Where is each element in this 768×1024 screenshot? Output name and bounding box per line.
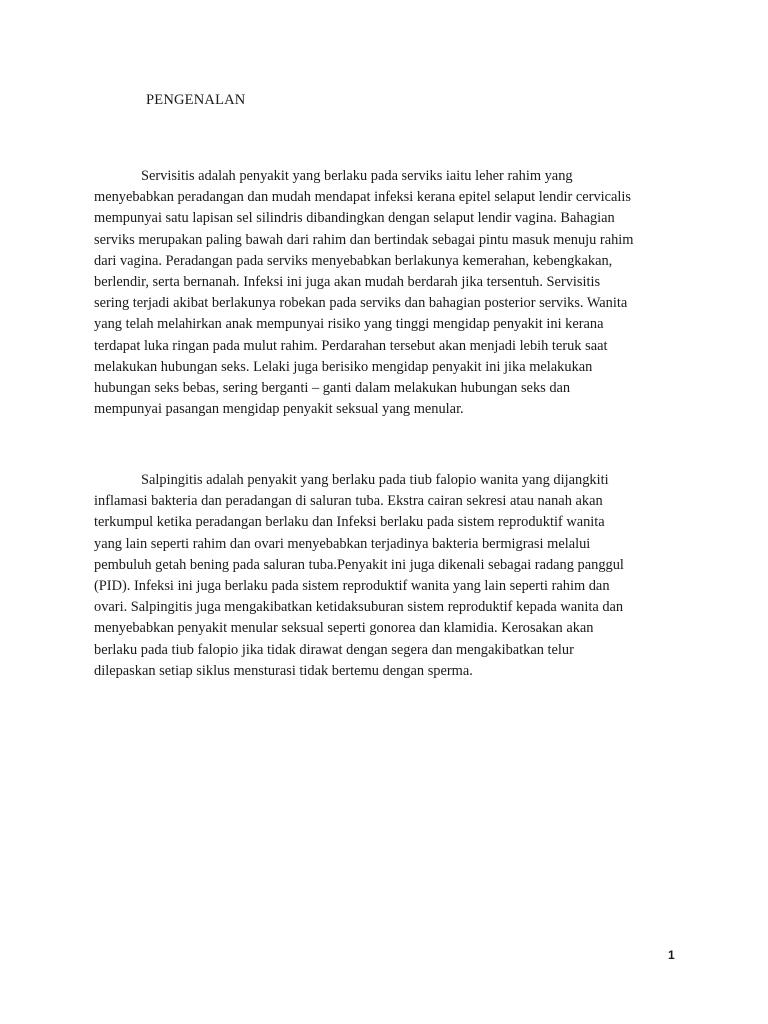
section-heading: PENGENALAN xyxy=(146,92,246,108)
paragraph-line: hubungan seks bebas, sering berganti – ganti dalam melakukan hubungan seks dan xyxy=(94,380,571,397)
paragraph-line: ovari. Salpingitis juga mengakibatkan ketidaksuburan sistem reproduktif kepada wanita dan xyxy=(94,599,624,616)
paragraph-salpingitis xyxy=(94,470,678,682)
paragraph-servisitis xyxy=(94,166,678,420)
paragraph-line: inflamasi bakteria dan peradangan di saluran tuba. Ekstra cairan sekresi atau nanah akan xyxy=(94,493,603,510)
paragraph-line: menyebabkan peradangan dan mudah mendapat infeksi kerana epitel selaput lendir cervicalis xyxy=(94,189,632,206)
paragraph-line: Salpingitis adalah penyakit yang berlaku pada tiub falopio wanita yang dijangkiti xyxy=(141,472,609,488)
paragraph-line: dari vagina. Peradangan pada serviks menyebabkan berlakunya kemerahan, kebengkakan, xyxy=(94,252,613,269)
paragraph-line: terkumpul ketika peradangan berlaku dan Infeksi berlaku pada sistem reproduktif wanita xyxy=(94,514,605,531)
paragraph-line: yang lain seperti rahim dan ovari menyebabkan terjadinya bakteria bermigrasi melalui xyxy=(94,535,591,552)
paragraph-line: sering terjadi akibat berlakunya robekan pada serviks dan bahagian posterior serviks. Wanita xyxy=(94,295,628,312)
paragraph-line: Servisitis adalah penyakit yang berlaku pada serviks iaitu leher rahim yang xyxy=(141,168,573,184)
paragraph-line: yang telah melahirkan anak mempunyai risiko yang tinggi mengidap penyakit ini kerana xyxy=(94,316,604,333)
paragraph-line: menyebabkan penyakit menular seksual seperti gonorea dan klamidia. Kerosakan akan xyxy=(94,620,594,637)
page-number: 1 xyxy=(668,948,675,962)
paragraph-line: terdapat luka ringan pada mulut rahim. Perdarahan tersebut akan menjadi lebih teruk saat xyxy=(94,337,608,354)
paragraph-line: melakukan hubungan seks. Lelaki juga berisiko mengidap penyakit ini jika melakukan xyxy=(94,358,593,375)
paragraph-line: berlaku pada tiub falopio jika tidak dirawat dengan segera dan mengakibatkan telur xyxy=(94,641,574,658)
paragraph-line: serviks merupakan paling bawah dari rahim dan bertindak sebagai pintu masuk menuju rahim xyxy=(94,231,634,248)
paragraph-line: mempunyai satu lapisan sel silindris dibandingkan dengan selaput lendir vagina. Bahagian xyxy=(94,210,615,227)
paragraph-line: pembuluh getah bening pada saluran tuba.Penyakit ini juga dikenali sebagai radang panggul xyxy=(94,556,624,573)
paragraph-line: berlendir, serta bernanah. Infeksi ini juga akan mudah berdarah jika tersentuh. Servisitis xyxy=(94,274,601,291)
paragraph-line: (PID). Infeksi ini juga berlaku pada sistem reproduktif wanita yang lain seperti rahim dan xyxy=(94,578,610,595)
paragraph-line: mempunyai pasangan mengidap penyakit seksual yang menular. xyxy=(94,401,464,418)
paragraph-line: dilepaskan setiap siklus mensturasi tidak bertemu dengan sperma. xyxy=(94,662,473,679)
